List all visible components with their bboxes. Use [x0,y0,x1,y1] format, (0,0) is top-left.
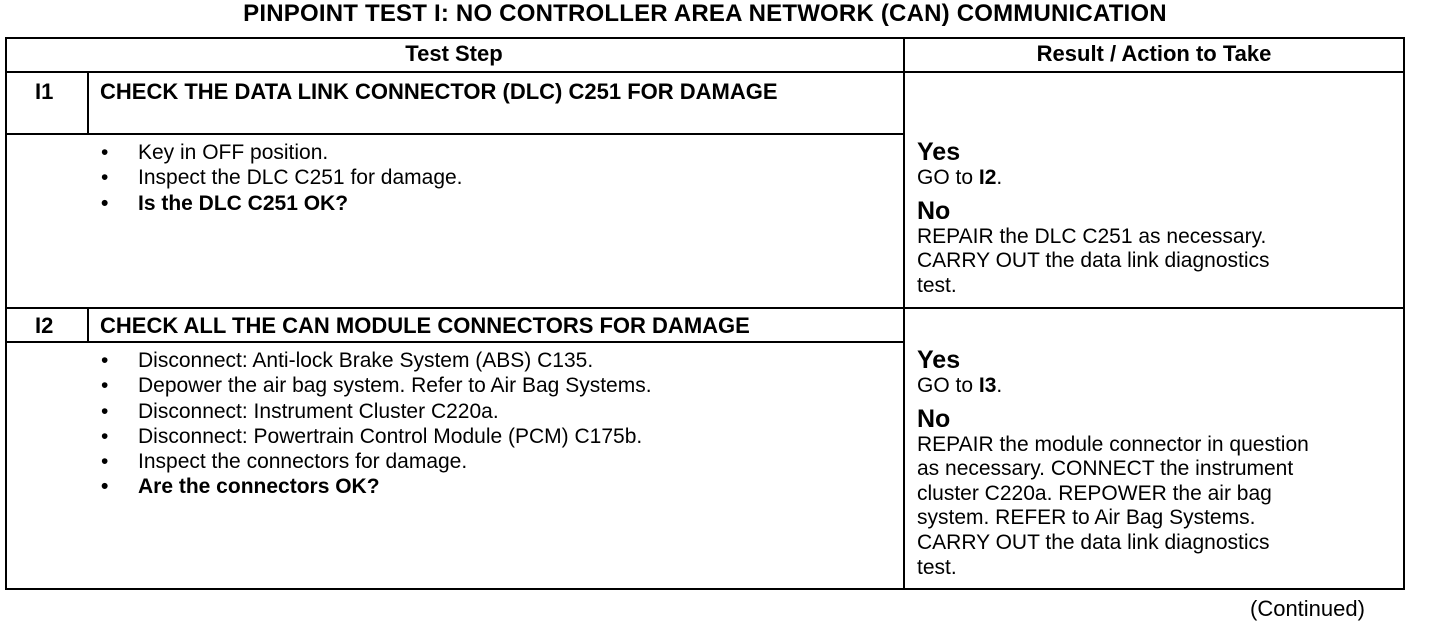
table-border-left [5,37,7,590]
step-id: I2 [35,313,54,338]
yes-action: GO to I3. [917,374,1003,397]
goto-step-link: I3 [978,374,997,397]
list-item: • Depower the air bag system. Refer to Air Bag Systems. [101,374,652,398]
list-item: • Inspect the connectors for damage. [101,450,468,474]
list-item: • Disconnect: Instrument Cluster C220a. [101,399,499,423]
step-i2-id-divider [87,307,89,343]
no-action-line: cluster C220a. REPOWER the air bag [917,481,1272,505]
yes-label: Yes [917,138,961,166]
bullet-icon: • [101,399,109,423]
bullet-icon: • [101,450,109,474]
bullet-icon: • [101,191,109,215]
step-i2-result [917,346,1397,580]
step-i1-result [917,138,1397,298]
page-title: PINPOINT TEST I: NO CONTROLLER AREA NETWORK (CAN) COMMUNICATION [243,0,1167,27]
table-border-right [1403,37,1405,590]
header-test-step: Test Step [405,41,503,66]
no-action-line: test. [917,555,957,579]
no-action-line: REPAIR the module connector in question [917,432,1309,456]
no-action-line: as necessary. CONNECT the instrument [917,457,1294,481]
list-item: • Disconnect: Anti-lock Brake System (ABS) C135. [101,349,594,372]
no-action-line: REPAIR the DLC C251 as necessary. [917,224,1267,248]
table-border-bottom [5,588,1405,590]
header-result: Result / Action to Take [1036,41,1272,66]
step-i1-id-divider [87,71,89,135]
continued-note: (Continued) [1250,596,1365,621]
goto-step-link: I2 [978,166,997,189]
no-action-line: test. [917,273,957,297]
step-id: I1 [35,79,54,104]
header-divider [5,71,1405,73]
yes-action: GO to I2. [917,166,1003,189]
list-item: • Key in OFF position. [101,141,329,164]
step-title: CHECK ALL THE CAN MODULE CONNECTORS FOR DAMAGE [100,313,750,338]
bullet-icon: • [101,424,109,448]
step-i2-instructions [101,348,652,500]
step-i2-title-divider [5,341,905,343]
no-label: No [917,196,951,225]
bullet-icon: • [101,475,109,499]
pinpoint-test-table [5,37,1405,590]
no-label: No [917,404,951,433]
step-question: • Is the DLC C251 OK? [101,191,349,215]
bullet-icon: • [101,141,109,164]
no-action-line: CARRY OUT the data link diagnostics [917,530,1270,554]
step-i1-title-divider [5,133,905,135]
step-title: CHECK THE DATA LINK CONNECTOR (DLC) C251 FOR DAMAGE [100,79,778,104]
bullet-icon: • [101,349,109,372]
list-item: • Inspect the DLC C251 for damage. [101,166,463,190]
bullet-icon: • [101,374,109,398]
no-action-line: system. REFER to Air Bag Systems. [917,506,1256,530]
step-divider [5,307,1405,309]
bullet-icon: • [101,166,109,190]
yes-label: Yes [917,346,961,374]
step-question: • Are the connectors OK? [101,475,380,499]
no-action-line: CARRY OUT the data link diagnostics [917,249,1270,273]
column-divider [903,37,905,590]
list-item: • Disconnect: Powertrain Control Module (PCM) C175b. [101,424,643,448]
step-i1-instructions [101,140,463,216]
